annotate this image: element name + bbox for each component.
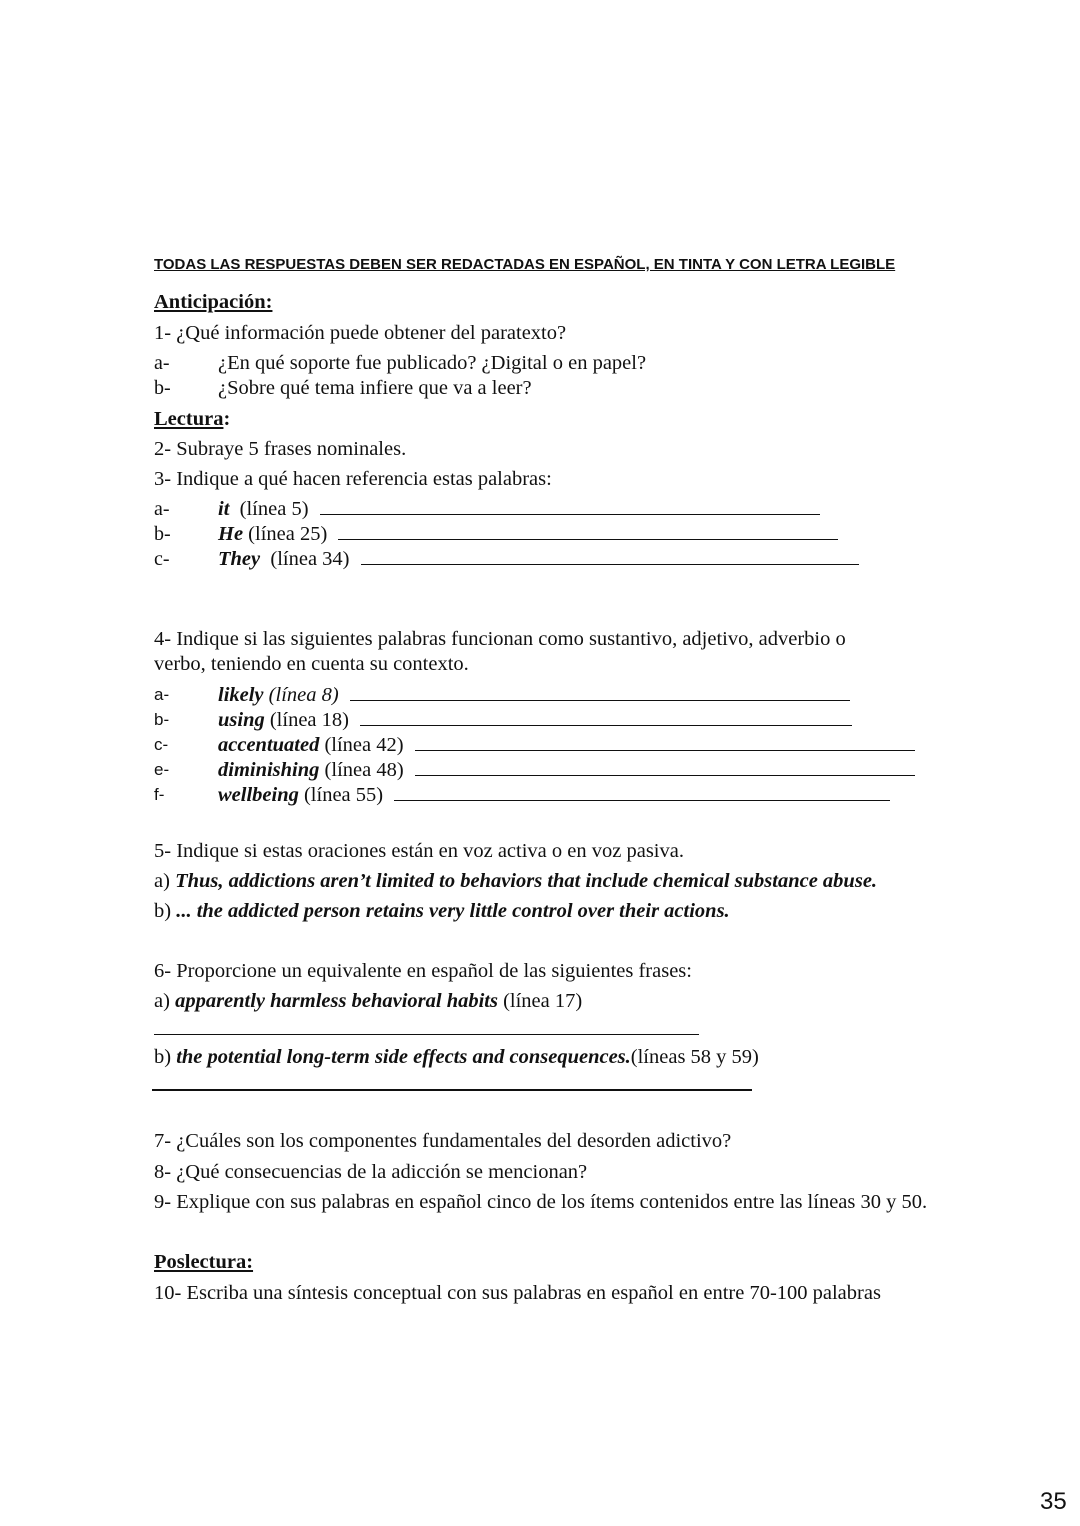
sentence-label: b) bbox=[154, 900, 172, 922]
phrase-text: the potential long-term side effects and consequences. bbox=[176, 1046, 631, 1068]
question-4e bbox=[218, 757, 915, 783]
question-3c bbox=[218, 546, 859, 572]
target-word: accentuated bbox=[218, 734, 320, 756]
question-3a bbox=[218, 496, 820, 522]
answer-blank[interactable] bbox=[152, 1089, 752, 1091]
lectura-heading-text: Lectura bbox=[154, 408, 224, 430]
question-5a bbox=[154, 868, 877, 894]
item-marker: a- bbox=[154, 685, 170, 704]
item-marker: b- bbox=[154, 523, 171, 545]
line-ref: (líneas 58 y 59) bbox=[630, 1046, 759, 1068]
question-4c bbox=[218, 732, 915, 758]
line-ref: (línea 5) bbox=[239, 498, 309, 520]
answer-blank[interactable] bbox=[338, 521, 838, 540]
question-4f bbox=[218, 782, 890, 808]
target-word: likely bbox=[218, 684, 264, 706]
question-6: 6- Proporcione un equivalente en español de las siguientes frases: bbox=[154, 960, 692, 982]
reference-word: He bbox=[218, 523, 244, 545]
instructions-banner: TODAS LAS RESPUESTAS DEBEN SER REDACTADAS EN ESPAÑOL, EN TINTA Y CON LETRA LEGIBLE bbox=[154, 256, 896, 273]
phrase-label: a) bbox=[154, 990, 170, 1012]
lectura-heading bbox=[154, 406, 230, 432]
line-ref: (línea 18) bbox=[269, 709, 349, 731]
item-marker: c- bbox=[154, 548, 170, 570]
question-10: 10- Escriba una síntesis conceptual con sus palabras en español en entre 70-100 palabras bbox=[154, 1282, 881, 1304]
answer-blank[interactable] bbox=[415, 732, 915, 751]
line-ref: (línea 25) bbox=[248, 523, 328, 545]
answer-blank[interactable] bbox=[350, 682, 850, 701]
target-word: using bbox=[218, 709, 265, 731]
answer-blank[interactable] bbox=[361, 546, 859, 565]
question-1b: ¿Sobre qué tema infiere que va a leer? bbox=[218, 377, 532, 399]
line-ref: (línea 55) bbox=[303, 784, 384, 806]
anticipacion-heading: Anticipación: bbox=[154, 291, 273, 313]
item-marker: f- bbox=[154, 785, 165, 804]
answer-blank[interactable] bbox=[394, 782, 890, 801]
question-4-line1: 4- Indique si las siguientes palabras funcionan como sustantivo, adjetivo, adverbio o bbox=[154, 628, 846, 650]
line-ref: (línea 34) bbox=[270, 548, 350, 570]
target-word: wellbeing bbox=[218, 784, 299, 806]
item-marker: c- bbox=[154, 735, 169, 754]
phrase-label: b) bbox=[154, 1046, 172, 1068]
phrase-text: apparently harmless behavioral habits bbox=[175, 990, 498, 1012]
reference-word: it bbox=[218, 498, 230, 520]
sentence-text: Thus, addictions aren’t limited to behaviors that include chemical substance abuse. bbox=[175, 870, 878, 892]
question-2: 2- Subraye 5 frases nominales. bbox=[154, 438, 407, 460]
item-marker: b- bbox=[154, 710, 170, 729]
answer-blank[interactable] bbox=[415, 757, 915, 776]
question-4-line2: verbo, teniendo en cuenta su contexto. bbox=[154, 653, 469, 675]
question-4a bbox=[218, 682, 850, 708]
sentence-label: a) bbox=[154, 870, 170, 892]
question-5: 5- Indique si estas oraciones están en voz activa o en voz pasiva. bbox=[154, 840, 684, 862]
question-6a bbox=[154, 988, 582, 1014]
question-8: 8- ¿Qué consecuencias de la adicción se mencionan? bbox=[154, 1161, 588, 1183]
line-ref: (línea 42) bbox=[324, 734, 404, 756]
answer-blank[interactable] bbox=[320, 496, 820, 515]
item-marker: b- bbox=[154, 377, 171, 399]
answer-blank[interactable] bbox=[360, 707, 852, 726]
item-marker: a- bbox=[154, 352, 170, 374]
sentence-text: ... the addicted person retains very little control over their actions. bbox=[176, 900, 730, 922]
question-1: 1- ¿Qué información puede obtener del paratexto? bbox=[154, 322, 567, 344]
lectura-heading-colon: : bbox=[223, 408, 231, 430]
question-7: 7- ¿Cuáles son los componentes fundamentales del desorden adictivo? bbox=[154, 1130, 732, 1152]
item-marker: e- bbox=[154, 760, 170, 779]
line-ref: (línea 8) bbox=[268, 684, 339, 706]
question-6b bbox=[154, 1044, 759, 1070]
item-marker: a- bbox=[154, 498, 170, 520]
question-5b bbox=[154, 898, 730, 924]
question-1a: ¿En qué soporte fue publicado? ¿Digital o en papel? bbox=[218, 352, 647, 374]
page-number: 35 bbox=[1040, 1488, 1067, 1515]
question-3b bbox=[218, 521, 838, 547]
answer-blank[interactable] bbox=[154, 1034, 699, 1035]
question-4b bbox=[218, 707, 852, 733]
line-ref: (línea 17) bbox=[503, 990, 583, 1012]
line-ref: (línea 48) bbox=[324, 759, 404, 781]
reference-word: They bbox=[218, 548, 261, 570]
question-9: 9- Explique con sus palabras en español cinco de los ítems contenidos entre las líneas 30 y 50. bbox=[154, 1191, 928, 1213]
question-3: 3- Indique a qué hacen referencia estas palabras: bbox=[154, 468, 552, 490]
poslectura-heading: Poslectura: bbox=[154, 1251, 254, 1273]
target-word: diminishing bbox=[218, 759, 320, 781]
